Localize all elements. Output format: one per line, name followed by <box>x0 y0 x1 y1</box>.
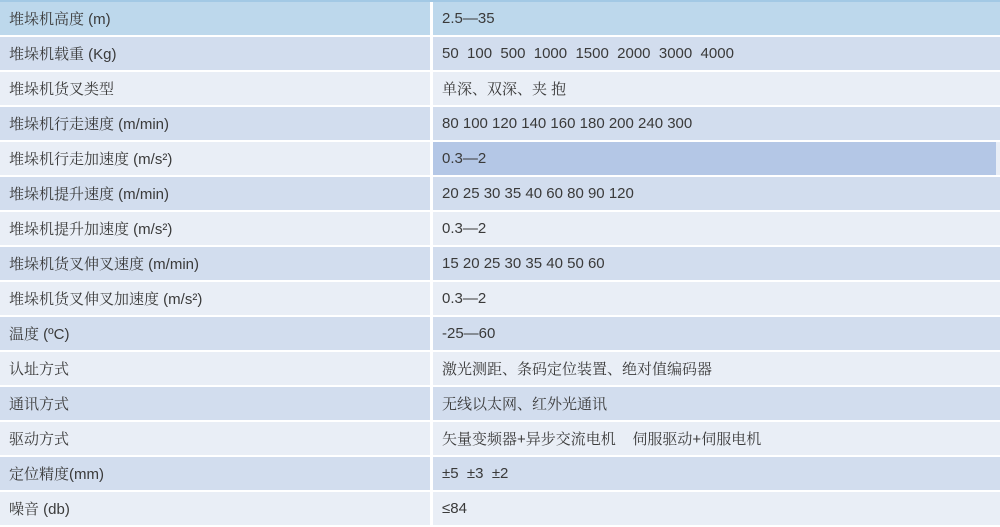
spec-value: 0.3—2 <box>433 212 1000 245</box>
spec-value: 50 100 500 1000 1500 2000 3000 4000 <box>433 37 1000 70</box>
table-row <box>0 422 1000 455</box>
spec-label: 堆垛机货叉伸叉加速度 (m/s²) <box>0 282 430 315</box>
table-row <box>0 492 1000 525</box>
spec-value: ±5 ±3 ±2 <box>433 457 1000 490</box>
spec-value: 80 100 120 140 160 180 200 240 300 <box>433 107 1000 140</box>
table-row <box>0 2 1000 35</box>
spec-value: 激光测距、条码定位装置、绝对值编码器 <box>433 352 1000 385</box>
spec-label: 驱动方式 <box>0 422 430 455</box>
table-row <box>0 72 1000 105</box>
table-row <box>0 212 1000 245</box>
table-row <box>0 317 1000 350</box>
spec-value: 矢量变频器+异步交流电机 伺服驱动+伺服电机 <box>433 422 1000 455</box>
spec-value: -25—60 <box>433 317 1000 350</box>
spec-label: 认址方式 <box>0 352 430 385</box>
table-row <box>0 142 1000 175</box>
spec-value: 15 20 25 30 35 40 50 60 <box>433 247 1000 280</box>
table-row <box>0 37 1000 70</box>
spec-label: 堆垛机载重 (Kg) <box>0 37 430 70</box>
spec-label: 温度 (ºC) <box>0 317 430 350</box>
table-row <box>0 177 1000 210</box>
spec-value: 0.3—2 <box>433 282 1000 315</box>
spec-label: 堆垛机行走速度 (m/min) <box>0 107 430 140</box>
spec-value: 2.5—35 <box>433 2 1000 35</box>
spec-value <box>433 142 1000 175</box>
spec-label: 堆垛机行走加速度 (m/s²) <box>0 142 430 175</box>
table-row <box>0 247 1000 280</box>
table-row <box>0 387 1000 420</box>
table-row <box>0 457 1000 490</box>
spec-value: ≤84 <box>433 492 1000 525</box>
table-row <box>0 107 1000 140</box>
table-row <box>0 352 1000 385</box>
table-row <box>0 282 1000 315</box>
spec-label: 堆垛机高度 (m) <box>0 2 430 35</box>
spec-label: 通讯方式 <box>0 387 430 420</box>
spec-value: 20 25 30 35 40 60 80 90 120 <box>433 177 1000 210</box>
spec-value: 无线以太网、红外光通讯 <box>433 387 1000 420</box>
spec-label: 堆垛机货叉伸叉速度 (m/min) <box>0 247 430 280</box>
spec-label: 定位精度(mm) <box>0 457 430 490</box>
spec-value: 单深、双深、夹 抱 <box>433 72 1000 105</box>
highlighted-cell: 0.3—2 <box>433 142 996 175</box>
spec-label: 噪音 (db) <box>0 492 430 525</box>
spec-label: 堆垛机货叉类型 <box>0 72 430 105</box>
spec-label: 堆垛机提升速度 (m/min) <box>0 177 430 210</box>
spec-label: 堆垛机提升加速度 (m/s²) <box>0 212 430 245</box>
